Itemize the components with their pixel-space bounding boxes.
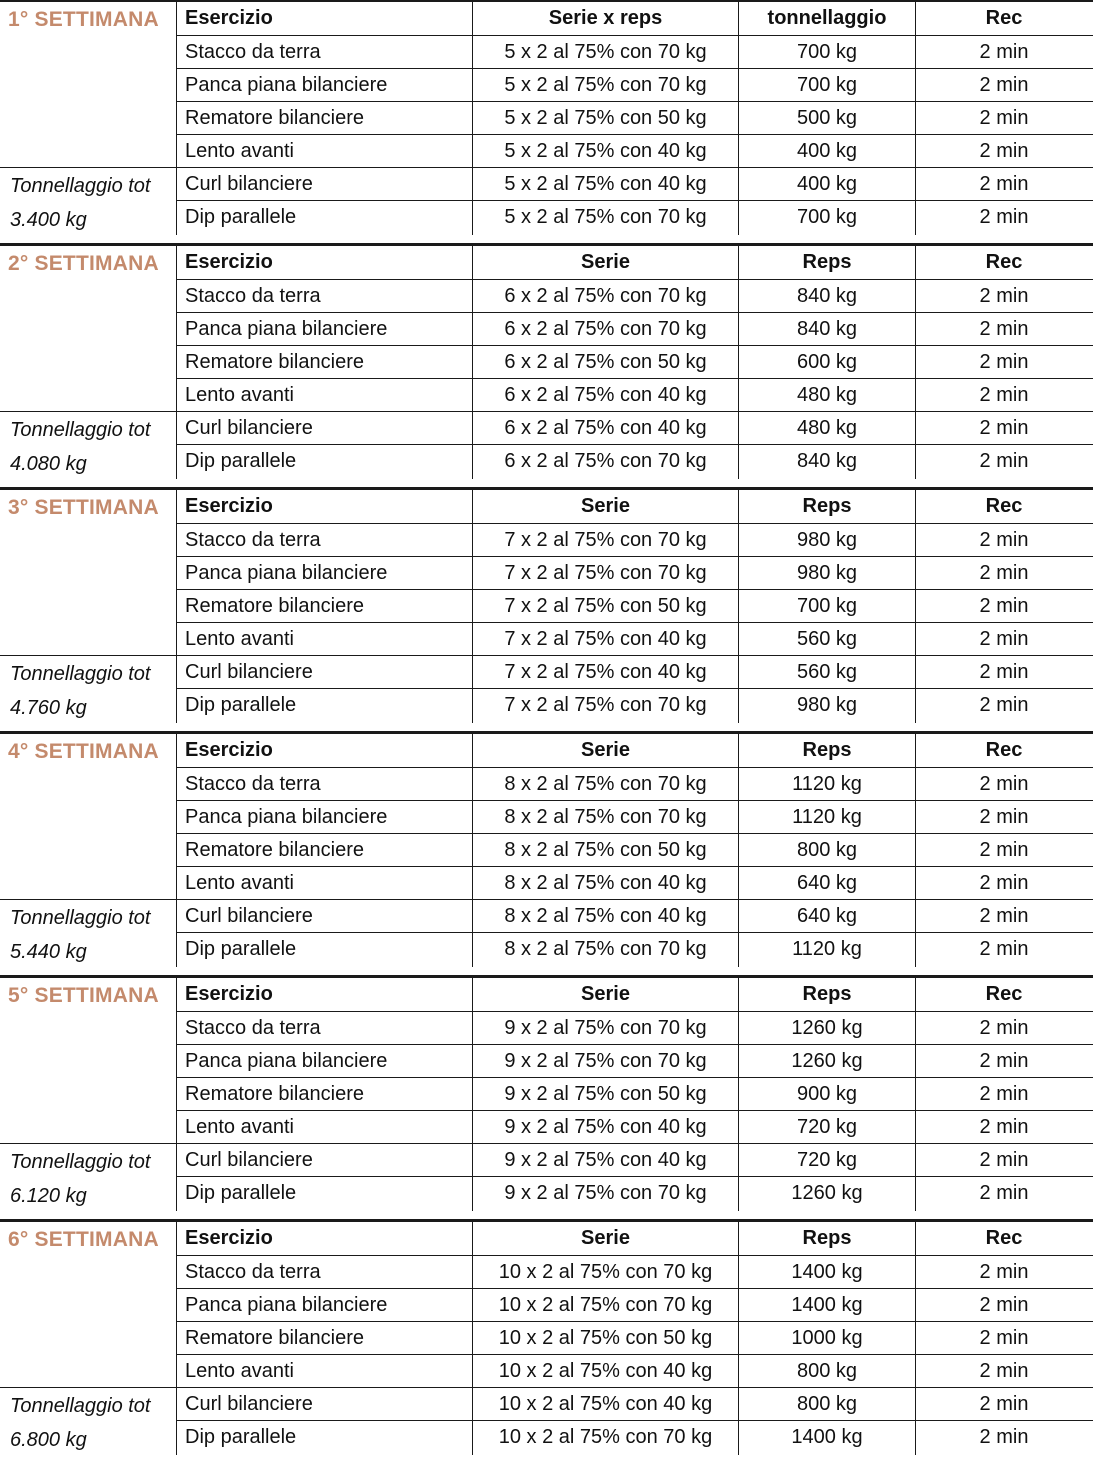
table-row [177,1045,1093,1078]
cell-exercise: Curl bilanciere [177,168,473,200]
total-tonnage-value: 4.080 kg [10,453,87,475]
cell-exercise: Dip parallele [177,201,473,235]
table-row [177,933,1093,967]
cell-tonnage: 700 kg [739,590,916,622]
cell-sets: 8 x 2 al 75% con 50 kg [473,834,739,866]
week-title: 5° SETTIMANA [8,984,159,1007]
column-header-exercise: Esercizio [177,734,473,767]
cell-tonnage: 800 kg [739,834,916,866]
cell-sets: 7 x 2 al 75% con 70 kg [473,557,739,589]
exercise-table [176,246,1093,479]
cell-exercise: Dip parallele [177,445,473,479]
cell-rest: 2 min [979,285,1029,307]
total-tonnage-value: 6.120 kg [10,1185,87,1207]
column-header-sets: Serie [473,734,739,767]
cell-tonnage: 560 kg [739,656,916,688]
cell-tonnage: 560 kg [739,623,916,655]
cell-exercise: Lento avanti [177,1355,473,1387]
table-row [177,867,1093,900]
week-title: 1° SETTIMANA [8,8,159,31]
column-header-sets: Serie [473,1222,739,1255]
cell-tonnage: 500 kg [739,102,916,134]
table-row [177,1355,1093,1388]
cell-sets: 10 x 2 al 75% con 40 kg [473,1388,739,1420]
cell-rest: 2 min [979,1393,1029,1415]
column-header-rest: Rec [985,495,1023,517]
table-row [177,557,1093,590]
total-tonnage-label: Tonnellaggio tot [10,1151,151,1173]
cell-sets: 9 x 2 al 75% con 70 kg [473,1177,739,1211]
column-header-sets: Serie [473,978,739,1011]
cell-tonnage: 840 kg [739,445,916,479]
cell-sets: 6 x 2 al 75% con 70 kg [473,313,739,345]
column-header-tonnage: Reps [739,246,916,279]
cell-tonnage: 640 kg [739,900,916,932]
cell-rest: 2 min [979,1017,1029,1039]
cell-exercise: Panca piana bilanciere [177,1289,473,1321]
table-row [177,1012,1093,1045]
table-header-row [177,734,1093,768]
cell-tonnage: 1400 kg [739,1289,916,1321]
table-row [177,201,1093,235]
total-tonnage-value: 5.440 kg [10,941,87,963]
cell-tonnage: 840 kg [739,280,916,312]
cell-sets: 6 x 2 al 75% con 50 kg [473,346,739,378]
table-row [177,168,1093,201]
total-tonnage-label: Tonnellaggio tot [10,1395,151,1417]
cell-tonnage: 720 kg [739,1144,916,1176]
cell-tonnage: 700 kg [739,36,916,68]
cell-tonnage: 640 kg [739,867,916,899]
cell-rest: 2 min [979,450,1029,472]
table-row [177,1421,1093,1455]
cell-exercise: Curl bilanciere [177,1388,473,1420]
table-row [177,1289,1093,1322]
cell-rest: 2 min [979,1426,1029,1448]
cell-exercise: Curl bilanciere [177,412,473,444]
cell-rest: 2 min [979,773,1029,795]
column-header-exercise: Esercizio [177,490,473,523]
cell-tonnage: 480 kg [739,379,916,411]
column-header-exercise: Esercizio [177,246,473,279]
cell-rest: 2 min [979,1294,1029,1316]
cell-tonnage: 980 kg [739,689,916,723]
cell-sets: 8 x 2 al 75% con 70 kg [473,768,739,800]
table-row [177,1111,1093,1144]
table-row [177,1177,1093,1211]
cell-rest: 2 min [979,107,1029,129]
cell-rest: 2 min [979,694,1029,716]
cell-tonnage: 1400 kg [739,1256,916,1288]
cell-sets: 7 x 2 al 75% con 70 kg [473,689,739,723]
cell-exercise: Dip parallele [177,933,473,967]
table-row [177,412,1093,445]
week-title: 4° SETTIMANA [8,740,159,763]
table-row [177,379,1093,412]
cell-exercise: Panca piana bilanciere [177,69,473,101]
exercise-table [176,2,1093,235]
column-header-tonnage: Reps [739,734,916,767]
cell-tonnage: 700 kg [739,201,916,235]
cell-tonnage: 800 kg [739,1355,916,1387]
cell-rest: 2 min [979,529,1029,551]
cell-sets: 10 x 2 al 75% con 50 kg [473,1322,739,1354]
cell-tonnage: 980 kg [739,524,916,556]
cell-exercise: Rematore bilanciere [177,1078,473,1110]
cell-rest: 2 min [979,1261,1029,1283]
cell-rest: 2 min [979,1182,1029,1204]
table-header-row [177,978,1093,1012]
total-tonnage-label: Tonnellaggio tot [10,175,151,197]
week-section [0,0,1093,243]
cell-exercise: Stacco da terra [177,1256,473,1288]
cell-exercise: Dip parallele [177,1421,473,1455]
cell-exercise: Rematore bilanciere [177,346,473,378]
cell-exercise: Lento avanti [177,1111,473,1143]
divider [0,899,176,900]
cell-rest: 2 min [979,140,1029,162]
cell-tonnage: 1120 kg [739,768,916,800]
week-section [0,975,1093,1219]
column-header-rest: Rec [985,1227,1023,1249]
cell-sets: 5 x 2 al 75% con 50 kg [473,102,739,134]
cell-tonnage: 1120 kg [739,801,916,833]
table-row [177,1322,1093,1355]
table-header-row [177,1222,1093,1256]
cell-tonnage: 1260 kg [739,1045,916,1077]
cell-rest: 2 min [979,628,1029,650]
cell-tonnage: 400 kg [739,168,916,200]
cell-sets: 9 x 2 al 75% con 70 kg [473,1045,739,1077]
cell-tonnage: 1120 kg [739,933,916,967]
week-section [0,243,1093,487]
column-header-tonnage: tonnellaggio [739,2,916,35]
column-header-rest: Rec [985,7,1023,29]
cell-rest: 2 min [979,41,1029,63]
cell-exercise: Rematore bilanciere [177,590,473,622]
cell-exercise: Dip parallele [177,1177,473,1211]
cell-tonnage: 1260 kg [739,1012,916,1044]
total-tonnage-label: Tonnellaggio tot [10,907,151,929]
table-row [177,102,1093,135]
cell-rest: 2 min [979,1116,1029,1138]
cell-sets: 5 x 2 al 75% con 70 kg [473,36,739,68]
cell-tonnage: 800 kg [739,1388,916,1420]
column-header-rest: Rec [985,739,1023,761]
cell-sets: 9 x 2 al 75% con 40 kg [473,1111,739,1143]
cell-sets: 8 x 2 al 75% con 40 kg [473,867,739,899]
cell-sets: 7 x 2 al 75% con 50 kg [473,590,739,622]
cell-sets: 6 x 2 al 75% con 40 kg [473,412,739,444]
divider [0,167,176,168]
cell-sets: 5 x 2 al 75% con 40 kg [473,168,739,200]
table-row [177,313,1093,346]
cell-exercise: Stacco da terra [177,280,473,312]
table-header-row [177,2,1093,36]
cell-tonnage: 840 kg [739,313,916,345]
exercise-table [176,734,1093,967]
total-tonnage-label: Tonnellaggio tot [10,419,151,441]
cell-sets: 10 x 2 al 75% con 70 kg [473,1256,739,1288]
table-row [177,1388,1093,1421]
cell-rest: 2 min [979,806,1029,828]
cell-tonnage: 720 kg [739,1111,916,1143]
cell-exercise: Lento avanti [177,867,473,899]
cell-exercise: Rematore bilanciere [177,102,473,134]
cell-exercise: Panca piana bilanciere [177,801,473,833]
cell-sets: 5 x 2 al 75% con 70 kg [473,69,739,101]
divider [0,411,176,412]
cell-rest: 2 min [979,384,1029,406]
table-row [177,346,1093,379]
exercise-table [176,978,1093,1211]
cell-rest: 2 min [979,872,1029,894]
table-row [177,445,1093,479]
column-header-rest: Rec [985,251,1023,273]
cell-tonnage: 900 kg [739,1078,916,1110]
table-row [177,135,1093,168]
exercise-table [176,490,1093,723]
column-header-sets: Serie x reps [473,2,739,35]
cell-exercise: Lento avanti [177,623,473,655]
cell-exercise: Dip parallele [177,689,473,723]
column-header-sets: Serie [473,490,739,523]
cell-sets: 6 x 2 al 75% con 40 kg [473,379,739,411]
table-header-row [177,246,1093,280]
cell-rest: 2 min [979,562,1029,584]
table-row [177,1078,1093,1111]
week-section [0,731,1093,975]
cell-exercise: Stacco da terra [177,1012,473,1044]
cell-rest: 2 min [979,1149,1029,1171]
table-row [177,656,1093,689]
cell-exercise: Rematore bilanciere [177,1322,473,1354]
cell-rest: 2 min [979,1050,1029,1072]
cell-exercise: Stacco da terra [177,36,473,68]
cell-rest: 2 min [979,1360,1029,1382]
cell-sets: 9 x 2 al 75% con 70 kg [473,1012,739,1044]
week-title: 3° SETTIMANA [8,496,159,519]
cell-tonnage: 400 kg [739,135,916,167]
cell-exercise: Stacco da terra [177,524,473,556]
cell-exercise: Curl bilanciere [177,900,473,932]
cell-tonnage: 600 kg [739,346,916,378]
cell-sets: 7 x 2 al 75% con 40 kg [473,656,739,688]
cell-sets: 8 x 2 al 75% con 70 kg [473,801,739,833]
cell-rest: 2 min [979,905,1029,927]
cell-rest: 2 min [979,74,1029,96]
cell-exercise: Curl bilanciere [177,1144,473,1176]
column-header-exercise: Esercizio [177,1222,473,1255]
cell-tonnage: 1000 kg [739,1322,916,1354]
cell-tonnage: 480 kg [739,412,916,444]
cell-rest: 2 min [979,938,1029,960]
cell-exercise: Lento avanti [177,379,473,411]
week-title: 2° SETTIMANA [8,252,159,275]
cell-tonnage: 700 kg [739,69,916,101]
divider [0,655,176,656]
table-row [177,801,1093,834]
column-header-rest: Rec [985,983,1023,1005]
column-header-tonnage: Reps [739,1222,916,1255]
table-row [177,36,1093,69]
cell-rest: 2 min [979,1083,1029,1105]
week-section [0,1219,1093,1463]
cell-sets: 5 x 2 al 75% con 70 kg [473,201,739,235]
column-header-exercise: Esercizio [177,2,473,35]
cell-sets: 10 x 2 al 75% con 40 kg [473,1355,739,1387]
cell-sets: 5 x 2 al 75% con 40 kg [473,135,739,167]
cell-rest: 2 min [979,417,1029,439]
cell-tonnage: 980 kg [739,557,916,589]
cell-exercise: Stacco da terra [177,768,473,800]
cell-sets: 6 x 2 al 75% con 70 kg [473,280,739,312]
cell-exercise: Panca piana bilanciere [177,557,473,589]
cell-sets: 6 x 2 al 75% con 70 kg [473,445,739,479]
cell-exercise: Panca piana bilanciere [177,313,473,345]
cell-rest: 2 min [979,1327,1029,1349]
divider [0,1143,176,1144]
cell-sets: 8 x 2 al 75% con 70 kg [473,933,739,967]
total-tonnage-label: Tonnellaggio tot [10,663,151,685]
cell-rest: 2 min [979,839,1029,861]
cell-sets: 9 x 2 al 75% con 50 kg [473,1078,739,1110]
cell-sets: 8 x 2 al 75% con 40 kg [473,900,739,932]
table-row [177,900,1093,933]
column-header-tonnage: Reps [739,978,916,1011]
cell-sets: 7 x 2 al 75% con 40 kg [473,623,739,655]
cell-exercise: Panca piana bilanciere [177,1045,473,1077]
total-tonnage-value: 4.760 kg [10,697,87,719]
cell-tonnage: 1260 kg [739,1177,916,1211]
column-header-sets: Serie [473,246,739,279]
cell-exercise: Curl bilanciere [177,656,473,688]
total-tonnage-value: 3.400 kg [10,209,87,231]
table-row [177,280,1093,313]
table-row [177,768,1093,801]
cell-exercise: Lento avanti [177,135,473,167]
table-row [177,834,1093,867]
table-row [177,623,1093,656]
cell-sets: 10 x 2 al 75% con 70 kg [473,1421,739,1455]
cell-sets: 10 x 2 al 75% con 70 kg [473,1289,739,1321]
column-header-exercise: Esercizio [177,978,473,1011]
cell-exercise: Rematore bilanciere [177,834,473,866]
column-header-tonnage: Reps [739,490,916,523]
cell-rest: 2 min [979,173,1029,195]
table-header-row [177,490,1093,524]
table-row [177,69,1093,102]
week-section [0,487,1093,731]
cell-tonnage: 1400 kg [739,1421,916,1455]
table-row [177,689,1093,723]
week-title: 6° SETTIMANA [8,1228,159,1251]
divider [0,1387,176,1388]
table-row [177,1256,1093,1289]
total-tonnage-value: 6.800 kg [10,1429,87,1451]
cell-sets: 9 x 2 al 75% con 40 kg [473,1144,739,1176]
table-row [177,524,1093,557]
cell-rest: 2 min [979,318,1029,340]
cell-rest: 2 min [979,661,1029,683]
cell-sets: 7 x 2 al 75% con 70 kg [473,524,739,556]
table-row [177,590,1093,623]
exercise-table [176,1222,1093,1455]
cell-rest: 2 min [979,351,1029,373]
table-row [177,1144,1093,1177]
cell-rest: 2 min [979,595,1029,617]
cell-rest: 2 min [979,206,1029,228]
